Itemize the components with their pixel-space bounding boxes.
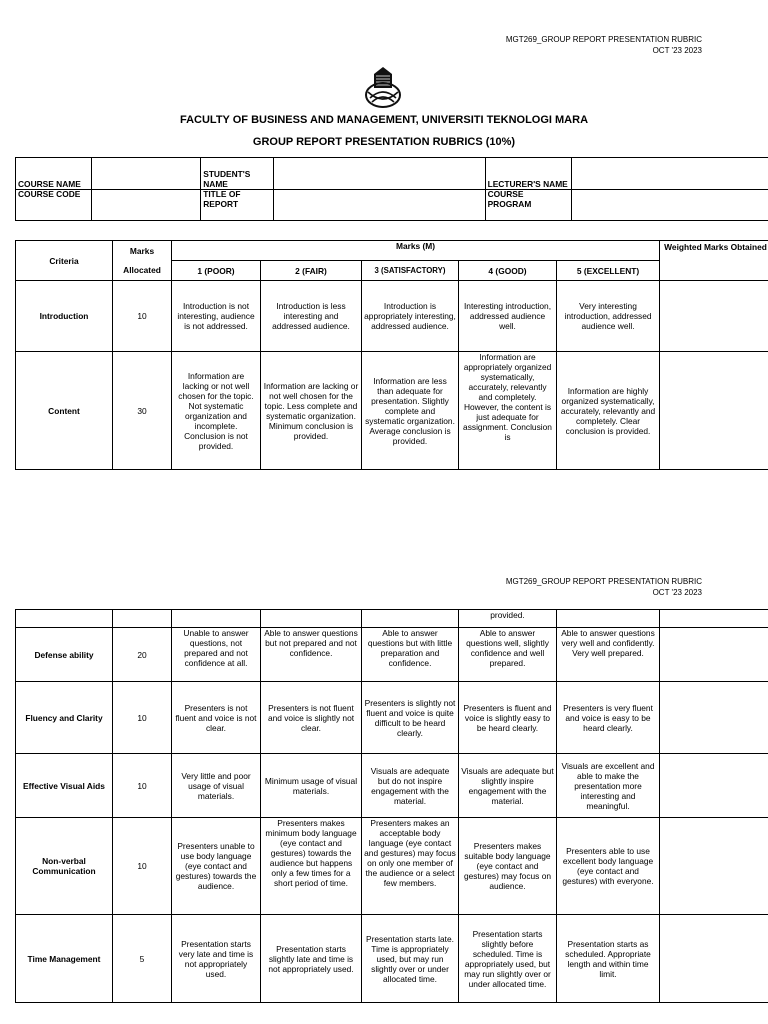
level-3-header: 3 (SATISFACTORY) bbox=[362, 261, 459, 281]
weighted-marks-cell[interactable] bbox=[660, 628, 768, 682]
level-cell: Presentation starts very late and time is not appropriately used. bbox=[172, 915, 261, 1003]
table-row bbox=[16, 682, 768, 754]
marks-cell: 20 bbox=[113, 628, 172, 682]
level-cell: Able to answer questions well, slightly confidence and well prepared. bbox=[459, 628, 557, 682]
students-name-field[interactable] bbox=[274, 158, 485, 190]
criteria-header: Criteria bbox=[16, 241, 113, 281]
course-info-table bbox=[15, 157, 768, 221]
continuation-row bbox=[16, 610, 768, 628]
criteria-cell: Non-verbal Communication bbox=[16, 818, 113, 915]
level-cell: Introduction is less interesting and addressed audience. bbox=[261, 281, 362, 352]
criteria-cell: Time Management bbox=[16, 915, 113, 1003]
level-cell: Information are highly organized systematically, accurately, relevantly and completely. Clear conclusion is provided. bbox=[557, 352, 660, 470]
marks-allocated-header bbox=[113, 241, 172, 281]
level-1-header: 1 (POOR) bbox=[172, 261, 261, 281]
level-cell: Visuals are excellent and able to make the presentation more interesting and meaningful. bbox=[557, 754, 660, 818]
doc-code: MGT269_GROUP REPORT PRESENTATION RUBRIC bbox=[505, 35, 702, 44]
rubric-table-page2 bbox=[15, 609, 768, 1003]
level-cell: Presenters is not fluent and voice is not clear. bbox=[172, 682, 261, 754]
criteria-cell: Effective Visual Aids bbox=[16, 754, 113, 818]
weighted-marks-cell[interactable] bbox=[660, 818, 768, 915]
marks-cell: 10 bbox=[113, 818, 172, 915]
table-row bbox=[16, 754, 768, 818]
level-cell: Information are appropriately organized systematically, accurately, relevantly and completely. However, the content is just adequate for assignment. Conclusion is bbox=[459, 352, 557, 470]
marks-cell: 10 bbox=[113, 754, 172, 818]
criteria-cell: Defense ability bbox=[16, 628, 113, 682]
level-2-header: 2 (FAIR) bbox=[261, 261, 362, 281]
table-row bbox=[16, 628, 768, 682]
table-row bbox=[16, 352, 768, 470]
course-code-label: COURSE CODE bbox=[16, 190, 92, 221]
table-row bbox=[16, 281, 768, 352]
students-name-label: STUDENT'S NAME bbox=[201, 158, 274, 190]
title-of-report-field[interactable] bbox=[274, 190, 485, 221]
level-cell: Presentation starts slightly before scheduled. Time is appropriately used, but may run slightly over or under allocated time. bbox=[459, 915, 557, 1003]
lecturers-name-label: LECTURER'S NAME bbox=[485, 158, 571, 190]
level-cell: Information are lacking or not well chosen for the topic. Less complete and systematic organization. Minimum conclusion is provided. bbox=[261, 352, 362, 470]
document-header-page2 bbox=[506, 576, 702, 598]
level-cell: Very interesting introduction, addressed audience well. bbox=[557, 281, 660, 352]
course-code-field[interactable] bbox=[92, 190, 201, 221]
level-cell: Able to answer questions very well and confidently. Very well prepared. bbox=[557, 628, 660, 682]
criteria-cell: Fluency and Clarity bbox=[16, 682, 113, 754]
level-cell: Presenters unable to use body language (eye contact and gestures) towards the audience. bbox=[172, 818, 261, 915]
marks-cell: 10 bbox=[113, 281, 172, 352]
level-cell: Able to answer questions but not prepared and not confidence. bbox=[261, 628, 362, 682]
weighted-marks-cell[interactable] bbox=[660, 915, 768, 1003]
level-cell: Visuals are adequate but do not inspire engagement with the material. bbox=[362, 754, 459, 818]
marks-m-header: Marks (M) bbox=[172, 241, 660, 261]
criteria-cell: Introduction bbox=[16, 281, 113, 352]
university-logo bbox=[364, 66, 402, 110]
title-of-report-label: TITLE OF REPORT bbox=[201, 190, 274, 221]
course-program-label: COURSE PROGRAM bbox=[485, 190, 571, 221]
faculty-title: FACULTY OF BUSINESS AND MANAGEMENT, UNIVERSITI TEKNOLOGI MARA bbox=[179, 114, 589, 126]
level-cell: Very little and poor usage of visual materials. bbox=[172, 754, 261, 818]
level-cell: Information are lacking or not well chosen for the topic. Not systematic organization and incomplete. Conclusion is not provided. bbox=[172, 352, 261, 470]
level-cell: Introduction is appropriately interesting, addressed audience. bbox=[362, 281, 459, 352]
criteria-cell: Content bbox=[16, 352, 113, 470]
document-header bbox=[506, 34, 702, 56]
course-program-field[interactable] bbox=[571, 190, 768, 221]
level-cell: Presenters makes an acceptable body language (eye contact and gestures) may focus on only one member of the audience or a select few members. bbox=[362, 818, 459, 915]
level-cell: Introduction is not interesting, audience is not addressed. bbox=[172, 281, 261, 352]
marks-cell: 30 bbox=[113, 352, 172, 470]
level-cell: Presentation starts as scheduled. Appropriate length and within time limit. bbox=[557, 915, 660, 1003]
level-cell: Presentation starts slightly late and time is not appropriately used. bbox=[261, 915, 362, 1003]
rubric-title: GROUP REPORT PRESENTATION RUBRICS (10%) bbox=[252, 136, 516, 148]
weighted-marks-cell[interactable] bbox=[660, 352, 768, 470]
level-cell: Presenters makes minimum body language (eye contact and gestures) towards the audience but happens only a few times for a short period of time. bbox=[261, 818, 362, 915]
course-name-label: COURSE NAME bbox=[16, 158, 92, 190]
doc-code: MGT269_GROUP REPORT PRESENTATION RUBRIC bbox=[505, 577, 702, 586]
level-cell: Able to answer questions but with little preparation and confidence. bbox=[362, 628, 459, 682]
level-cell: Minimum usage of visual materials. bbox=[261, 754, 362, 818]
weighted-marks-cell[interactable] bbox=[660, 610, 768, 628]
weighted-marks-cell[interactable] bbox=[660, 754, 768, 818]
level-cell: Unable to answer questions, not prepared and not confidence at all. bbox=[172, 628, 261, 682]
rubric-table-page1 bbox=[15, 240, 768, 470]
continuation-text: provided. bbox=[459, 610, 557, 628]
doc-date: OCT '23 2023 bbox=[652, 588, 702, 597]
marks-cell: 10 bbox=[113, 682, 172, 754]
level-cell: Visuals are adequate but slightly inspire engagement with the material. bbox=[459, 754, 557, 818]
level-4-header: 4 (GOOD) bbox=[459, 261, 557, 281]
marks-allocated-line1: Marks bbox=[129, 245, 155, 256]
weighted-marks-cell[interactable] bbox=[660, 682, 768, 754]
lecturers-name-field[interactable] bbox=[571, 158, 768, 190]
weighted-marks-header: Weighted Marks Obtained bbox=[660, 241, 768, 281]
level-cell: Presenters makes suitable body language (eye contact and gestures) may focus on audience. bbox=[459, 818, 557, 915]
level-cell: Presenters is not fluent and voice is slightly not clear. bbox=[261, 682, 362, 754]
level-cell: Presenters is very fluent and voice is easy to be heard clearly. bbox=[557, 682, 660, 754]
level-cell: Presenters able to use excellent body language (eye contact and gestures) with everyone. bbox=[557, 818, 660, 915]
course-name-field[interactable] bbox=[92, 158, 201, 190]
table-row bbox=[16, 915, 768, 1003]
level-cell: Presenters is fluent and voice is slightly easy to be heard clearly. bbox=[459, 682, 557, 754]
weighted-marks-cell[interactable] bbox=[660, 281, 768, 352]
level-cell: Presenters is slightly not fluent and voice is quite difficult to be heard clearly. bbox=[362, 682, 459, 754]
level-cell: Interesting introduction, addressed audience well. bbox=[459, 281, 557, 352]
doc-date: OCT '23 2023 bbox=[652, 46, 702, 55]
marks-allocated-line2: Allocated bbox=[123, 264, 161, 275]
level-5-header: 5 (EXCELLENT) bbox=[557, 261, 660, 281]
level-cell: Presentation starts late. Time is appropriately used, but may run slightly over or under allocated time. bbox=[362, 915, 459, 1003]
table-row bbox=[16, 818, 768, 915]
marks-cell: 5 bbox=[113, 915, 172, 1003]
level-cell: Information are less than adequate for presentation. Slightly complete and systematic organization. Average conclusion is provided. bbox=[362, 352, 459, 470]
